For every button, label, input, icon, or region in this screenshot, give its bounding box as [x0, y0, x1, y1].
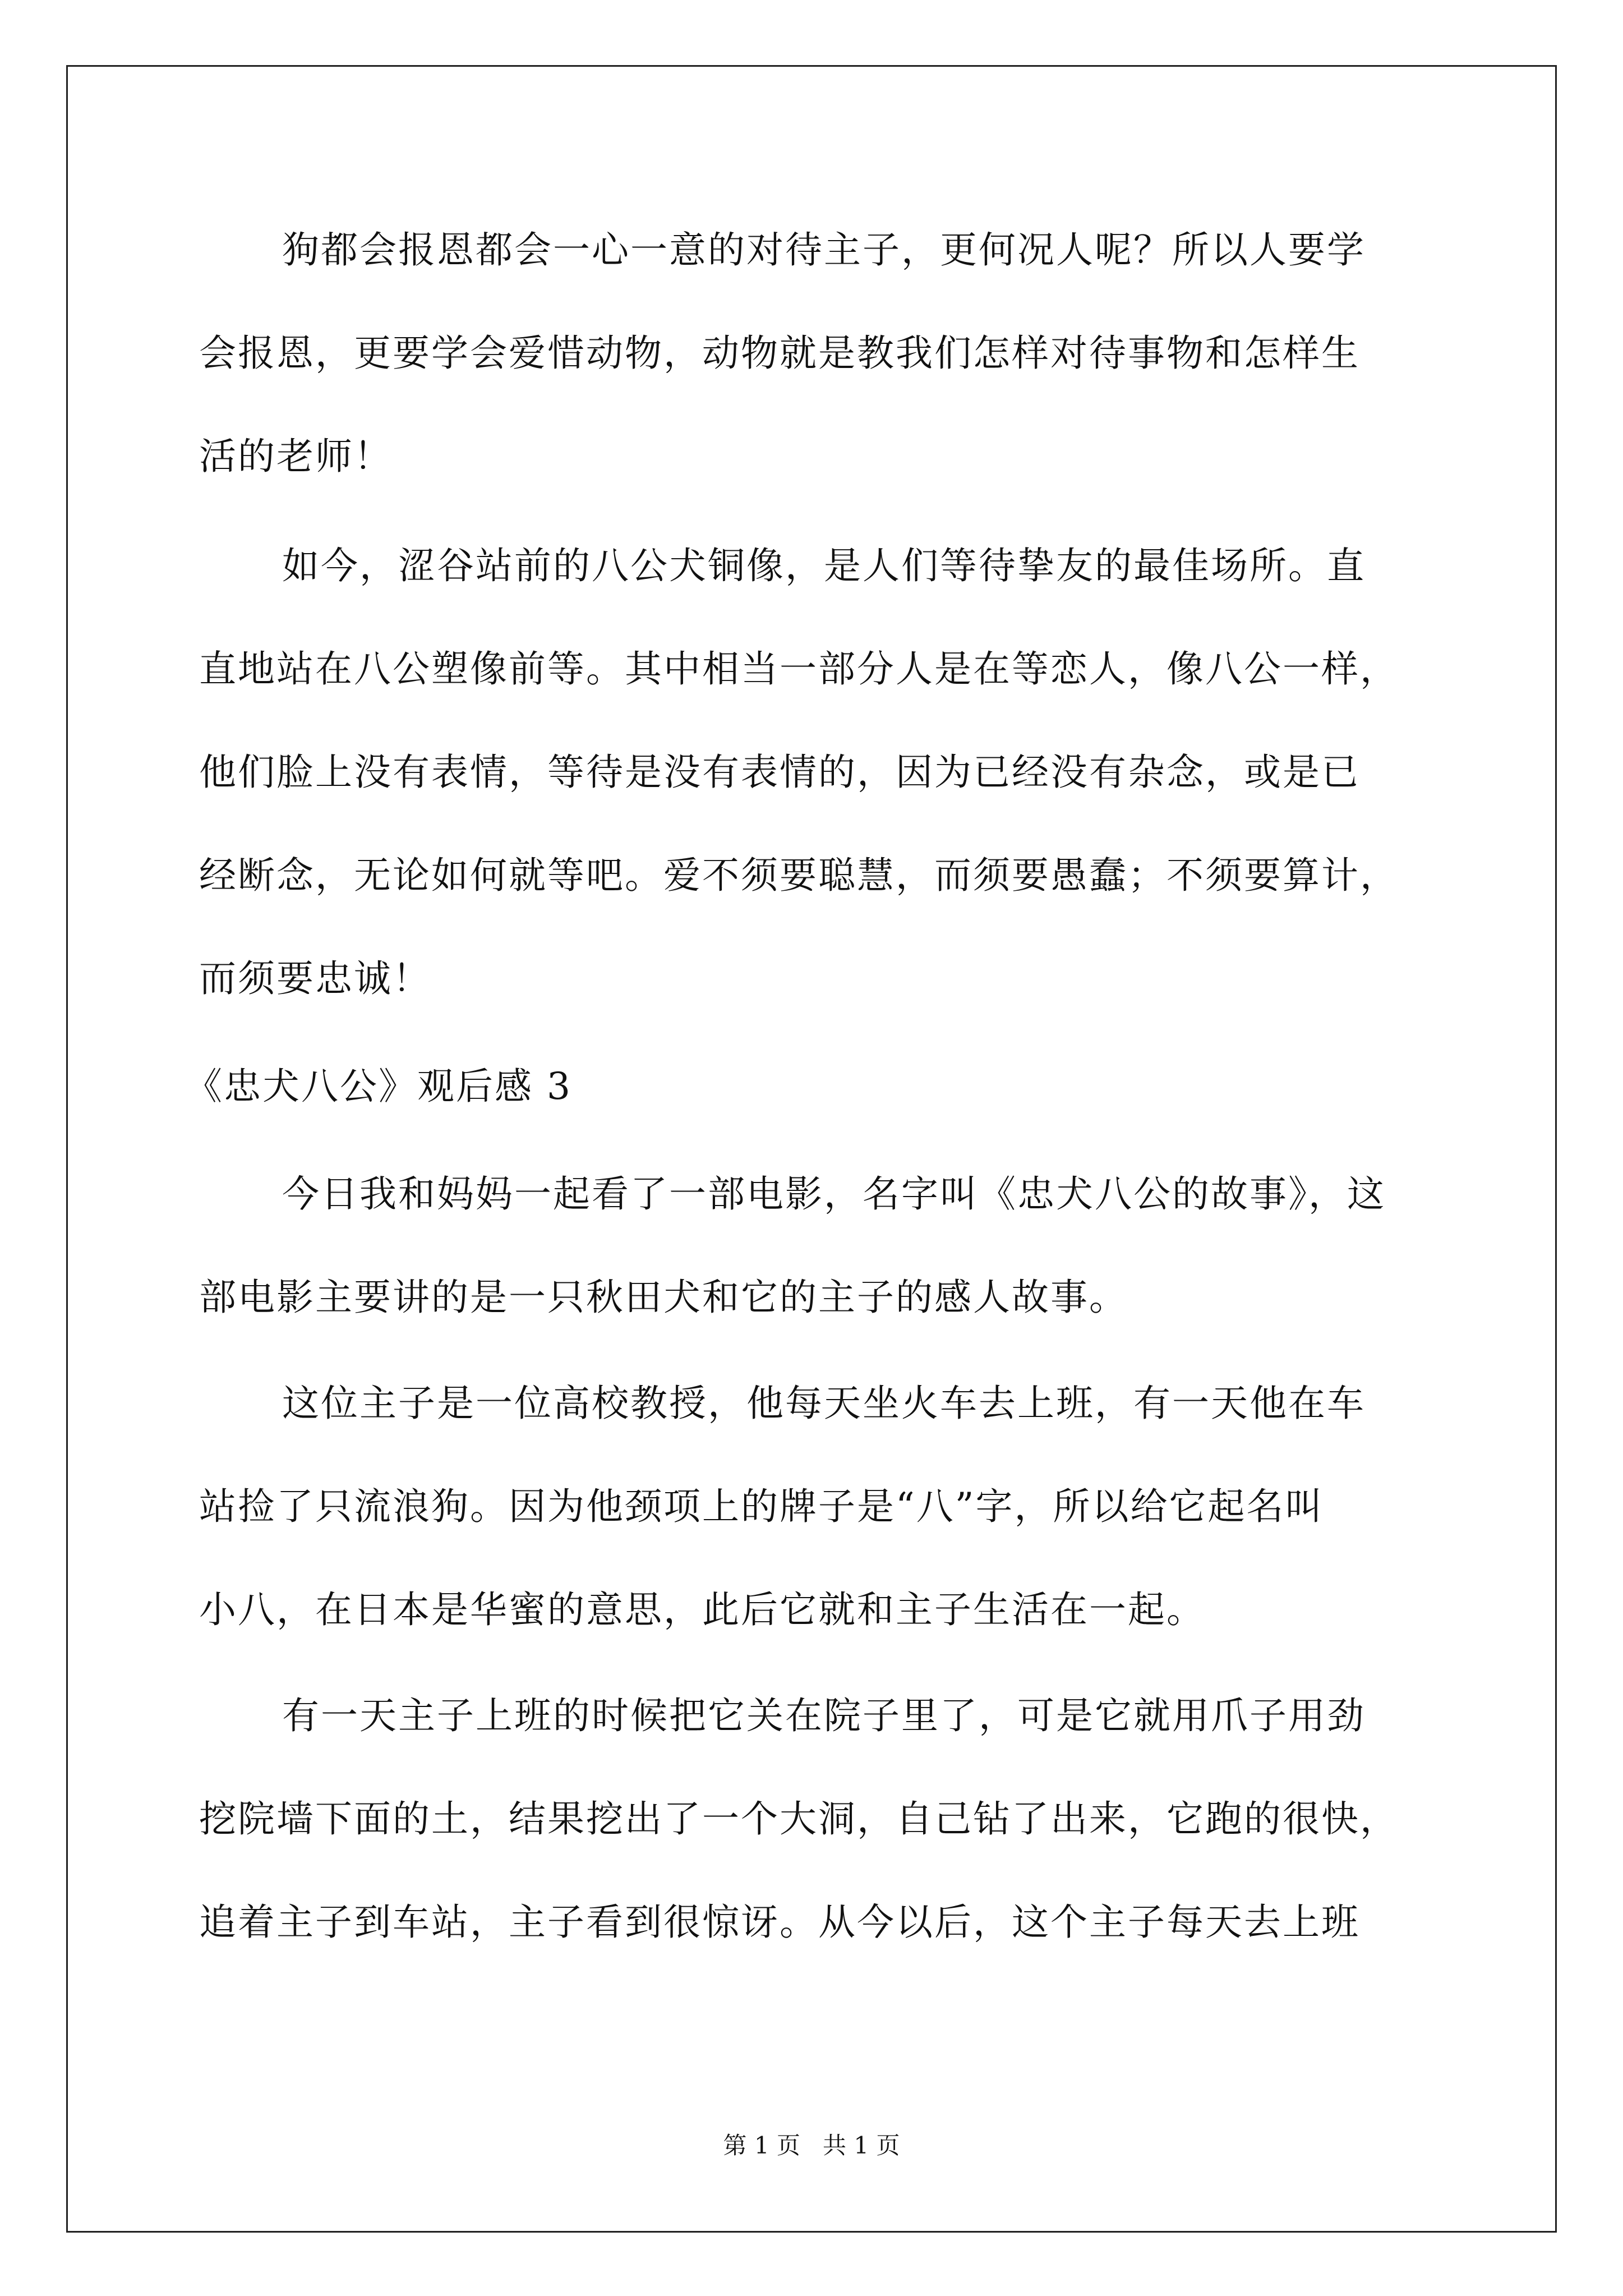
paragraph-3-line-1: 今日我和妈妈一起看了一部电影，名字叫《忠犬八公的故事》，这 [282, 1172, 1386, 1216]
paragraph-2-line-4: 经断念，无论如何就等吧。爱不须要聪慧，而须要愚蠢；不须要算计， [199, 854, 1399, 897]
paragraph-4-line-3: 小八，在日本是华蜜的意思，此后它就和主子生活在一起。 [199, 1588, 1205, 1631]
page-footer: 第 1 页 共 1 页 [723, 2132, 900, 2159]
paragraph-2-line-1: 如今，涩谷站前的八公犬铜像，是人们等待挚友的最佳场所。直 [282, 544, 1366, 587]
paragraph-1-line-2: 会报恩，更要学会爱惜动物，动物就是教我们怎样对待事物和怎样生 [199, 332, 1360, 375]
section-heading: 《忠犬八公》观后感 3 [185, 1065, 572, 1108]
paragraph-5-line-2: 挖院墙下面的土，结果挖出了一个大洞，自己钻了出来，它跑的很快， [199, 1797, 1399, 1841]
paragraph-4-line-1: 这位主子是一位高校教授，他每天坐火车去上班，有一天他在车 [282, 1382, 1366, 1425]
paragraph-1-line-3: 活的老师！ [199, 435, 393, 478]
paragraph-4-line-2: 站捡了只流浪狗。因为他颈项上的牌子是“八”字，所以给它起名叫 [199, 1485, 1324, 1528]
paragraph-3-line-2: 部电影主要讲的是一只秋田犬和它的主子的感人故事。 [199, 1276, 1128, 1319]
paragraph-2-line-5: 而须要忠诚！ [199, 957, 431, 1000]
paragraph-2-line-2: 直地站在八公塑像前等。其中相当一部分人是在等恋人，像八公一样， [199, 647, 1399, 691]
paragraph-5-line-1: 有一天主子上班的时候把它关在院子里了，可是它就用爪子用劲 [282, 1694, 1366, 1737]
paragraph-1-line-1: 狗都会报恩都会一心一意的对待主子，更何况人呢？所以人要学 [282, 228, 1366, 272]
paragraph-2-line-3: 他们脸上没有表情，等待是没有表情的，因为已经没有杂念，或是已 [199, 751, 1360, 794]
paragraph-5-line-3: 追着主子到车站，主子看到很惊讶。从今以后，这个主子每天去上班 [199, 1901, 1360, 1944]
